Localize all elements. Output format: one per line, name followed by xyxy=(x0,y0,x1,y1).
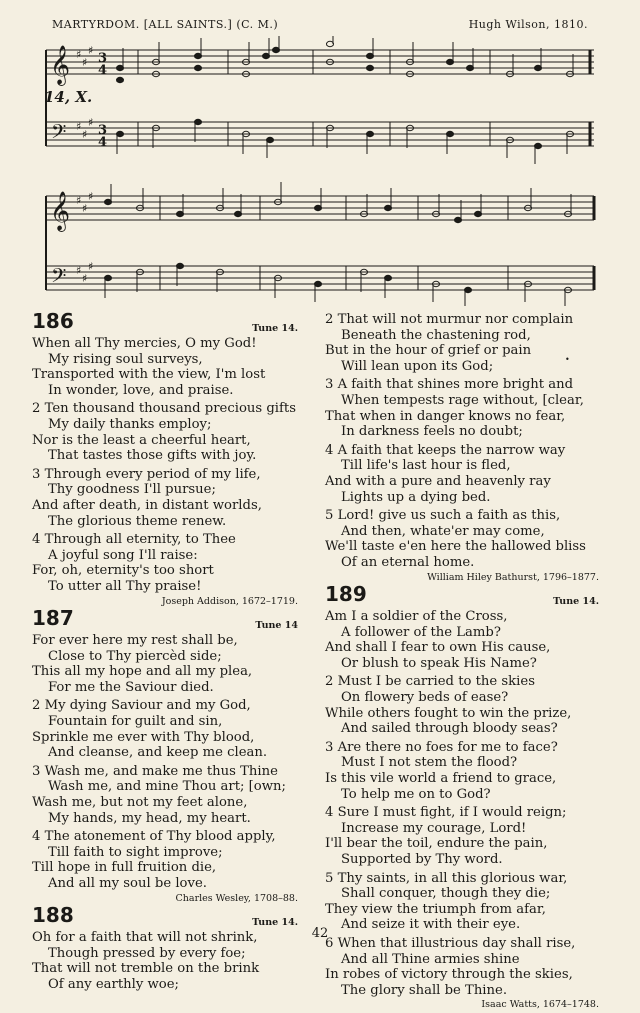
verse-line: And all Thine armies shine xyxy=(341,951,520,967)
hymn-187-text xyxy=(32,633,314,906)
verse-line: On flowery beds of ease? xyxy=(341,690,509,706)
verse-line: Till hope in full fruition die, xyxy=(32,860,217,876)
verse-line: 2 My dying Saviour and my God, xyxy=(32,698,251,714)
verse-line: 3 Wash me, and make me thus Thine xyxy=(32,763,278,779)
verse-line: 4 A faith that keeps the narrow way xyxy=(325,442,566,458)
svg-text:♯: ♯ xyxy=(82,128,88,141)
verse-line: Will lean upon its God; xyxy=(341,358,494,374)
tune-label: Tune 14. xyxy=(252,917,298,929)
verse-line: Transported with the view, I'm lost xyxy=(32,367,266,383)
verse-line: Of an eternal home. xyxy=(341,554,475,570)
verse-line: To utter all Thy praise! xyxy=(48,578,202,594)
treble-staff-1 xyxy=(46,50,594,74)
hymn-187-header xyxy=(32,606,314,633)
composer-credit: Hugh Wilson, 1810. xyxy=(468,18,588,31)
hymn-188-text-cont xyxy=(325,312,615,585)
verse-line: 2 Ten thousand thousand precious gifts xyxy=(32,401,296,417)
verse-line: That tastes those gifts with joy. xyxy=(48,448,257,464)
tune-header xyxy=(52,18,588,36)
verse-line: But in the hour of grief or pain xyxy=(325,343,532,359)
bass-clef-icon: 𝄢 xyxy=(51,120,67,148)
verse-line: Increase my courage, Lord! xyxy=(341,820,527,836)
verse-line: When tempests rage without, [clear, xyxy=(341,392,584,408)
sheet-music xyxy=(38,36,604,316)
svg-text:♯: ♯ xyxy=(76,120,82,133)
hymn-189-header xyxy=(325,582,615,609)
verse-line: Am I a soldier of the Cross, xyxy=(325,609,508,625)
tune-title: MARTYRDOM. [ALL SAINTS.] (C. M.) xyxy=(52,18,279,31)
verse-line: And shall I fear to own His cause, xyxy=(325,640,551,656)
left-column xyxy=(32,309,314,993)
verse-line: And sailed through bloody seas? xyxy=(341,721,558,737)
hymn-number: 189 xyxy=(325,582,367,607)
svg-text:♯: ♯ xyxy=(76,264,82,277)
verse-line: The glory shall be Thine. xyxy=(341,982,508,998)
svg-text:♯: ♯ xyxy=(88,116,94,129)
hymn-189-text xyxy=(325,609,615,1013)
verse-line: Must I not stem the flood? xyxy=(341,755,518,771)
svg-text:♯: ♯ xyxy=(82,56,88,69)
verse-line: I'll bear the toil, endure the pain, xyxy=(325,836,548,852)
svg-text:3: 3 xyxy=(98,123,108,138)
svg-text:4: 4 xyxy=(98,63,108,78)
verse-line: Beneath the chastening rod, xyxy=(341,327,531,343)
verse-line: For, oh, eternity's too short xyxy=(32,563,214,579)
dot-mark: • xyxy=(565,355,570,364)
verse-line: My daily thanks employ; xyxy=(48,416,212,432)
verse-line: And with a pure and heavenly ray xyxy=(325,473,551,489)
treble-clef-icon: 𝄞 xyxy=(50,45,71,85)
author-credit: Charles Wesley, 1708–88. xyxy=(175,892,298,904)
right-column xyxy=(325,312,615,1013)
verse-line: For ever here my rest shall be, xyxy=(32,633,238,649)
verse-line: Sprinkle me ever with Thy blood, xyxy=(32,729,255,745)
verse-line: In robes of victory through the skies, xyxy=(325,967,573,983)
verse-line: 2 Must I be carried to the skies xyxy=(325,674,535,690)
verse-line: Of any earthly woe; xyxy=(48,976,179,992)
verse-line: 6 When that illustrious day shall rise, xyxy=(325,935,576,951)
verse-line: When all Thy mercies, O my God! xyxy=(32,336,257,351)
hymn-number: 186 xyxy=(32,309,74,333)
verse-line: 3 A faith that shines more bright and xyxy=(325,377,574,393)
verse-line: 3 Through every period of my life, xyxy=(32,466,261,482)
hymn-186-header xyxy=(32,309,314,336)
hymn-186-text xyxy=(32,336,314,609)
verse-line: This all my hope and all my plea, xyxy=(32,664,253,680)
verse-line: Is this vile world a friend to grace, xyxy=(325,771,557,787)
verse-line: Fountain for guilt and sin, xyxy=(48,714,223,730)
tune-number: 14, X. xyxy=(44,88,93,106)
verse-line: 5 Thy saints, in all this glorious war, xyxy=(325,870,568,886)
verse-line: Lights up a dying bed. xyxy=(341,489,491,505)
svg-text:𝄞: 𝄞 xyxy=(50,191,71,231)
verse-line: Nor is the least a cheerful heart, xyxy=(32,432,251,448)
svg-text:♯: ♯ xyxy=(88,190,94,203)
svg-text:♯: ♯ xyxy=(82,272,88,285)
svg-text:𝄢: 𝄢 xyxy=(51,264,67,292)
verse-line: Close to Thy piercèd side; xyxy=(48,648,222,664)
tune-label: Tune 14. xyxy=(553,596,599,608)
verse-line: And all my soul be love. xyxy=(48,876,207,891)
verse-line: And then, whate'er may come, xyxy=(341,523,545,539)
verse-line: Supported by Thy word. xyxy=(341,852,503,867)
verse-line: 2 That will not murmur nor complain xyxy=(325,312,574,327)
verse-line: And after death, in distant worlds, xyxy=(32,497,262,513)
verse-line: The glorious theme renew. xyxy=(48,513,227,529)
verse-line: A follower of the Lamb? xyxy=(341,624,501,640)
author-credit: Joseph Addison, 1672–1719. xyxy=(161,595,298,607)
verse-line: 4 Through all eternity, to Thee xyxy=(32,532,236,548)
notes-system-1 xyxy=(117,36,574,164)
verse-line: To help me on to God? xyxy=(341,786,491,802)
svg-text:♯: ♯ xyxy=(76,48,82,61)
author-credit: Isaac Watts, 1674–1748. xyxy=(481,999,599,1011)
verse-line: Or blush to speak His Name? xyxy=(341,655,537,671)
verse-line: And cleanse, and keep me clean. xyxy=(48,745,268,761)
verse-line: Wash me, but not my feet alone, xyxy=(32,795,248,811)
verse-line: For me the Saviour died. xyxy=(48,679,214,695)
verse-line: Oh for a faith that will not shrink, xyxy=(32,930,258,946)
svg-text:♯: ♯ xyxy=(76,194,82,207)
verse-line: Wash me, and mine Thou art; [own; xyxy=(48,779,286,795)
svg-text:3: 3 xyxy=(98,51,108,66)
verse-line: My hands, my head, my heart. xyxy=(48,810,251,826)
tune-label: Tune 14 xyxy=(255,620,298,632)
hymn-number: 188 xyxy=(32,903,74,928)
verse-line: They view the triumph from afar, xyxy=(325,901,546,917)
verse-line: That when in danger knows no fear, xyxy=(325,408,566,424)
verse-line: 4 Sure I must fight, if I would reign; xyxy=(325,805,567,821)
verse-line: Till faith to sight improve; xyxy=(48,844,223,860)
verse-line: While others fought to win the prize, xyxy=(325,705,572,721)
svg-text:♯: ♯ xyxy=(88,260,94,273)
svg-text:♯: ♯ xyxy=(88,44,94,57)
verse-line: In darkness feels no doubt; xyxy=(341,424,523,440)
verse-line: 4 The atonement of Thy blood apply, xyxy=(32,829,276,845)
hymn-number: 187 xyxy=(32,606,74,631)
verse-line: Thy goodness I'll pursue; xyxy=(48,482,216,498)
verse-line: Shall conquer, though they die; xyxy=(341,886,551,902)
verse-line: Though pressed by every foe; xyxy=(48,945,246,961)
notes-system-2 xyxy=(105,182,572,306)
verse-line: My rising soul surveys, xyxy=(48,351,203,367)
verse-line: That will not tremble on the brink xyxy=(32,961,260,977)
verse-line: 5 Lord! give us such a faith as this, xyxy=(325,508,561,524)
verse-line: 3 Are there no foes for me to face? xyxy=(325,739,558,755)
author-credit: William Hiley Bathurst, 1796–1877. xyxy=(427,571,599,583)
verse-line: And seize it with their eye. xyxy=(341,917,521,933)
svg-text:4: 4 xyxy=(98,135,108,150)
verse-line: Till life's last hour is fled, xyxy=(341,458,511,474)
page-number: 42 xyxy=(311,926,329,941)
svg-text:♯: ♯ xyxy=(82,202,88,215)
verse-line: A joyful song I'll raise: xyxy=(48,547,198,563)
verse-line: We'll taste e'en here the hallowed bliss xyxy=(325,539,586,555)
tune-label: Tune 14. xyxy=(252,323,298,334)
verse-line: In wonder, love, and praise. xyxy=(48,382,234,398)
